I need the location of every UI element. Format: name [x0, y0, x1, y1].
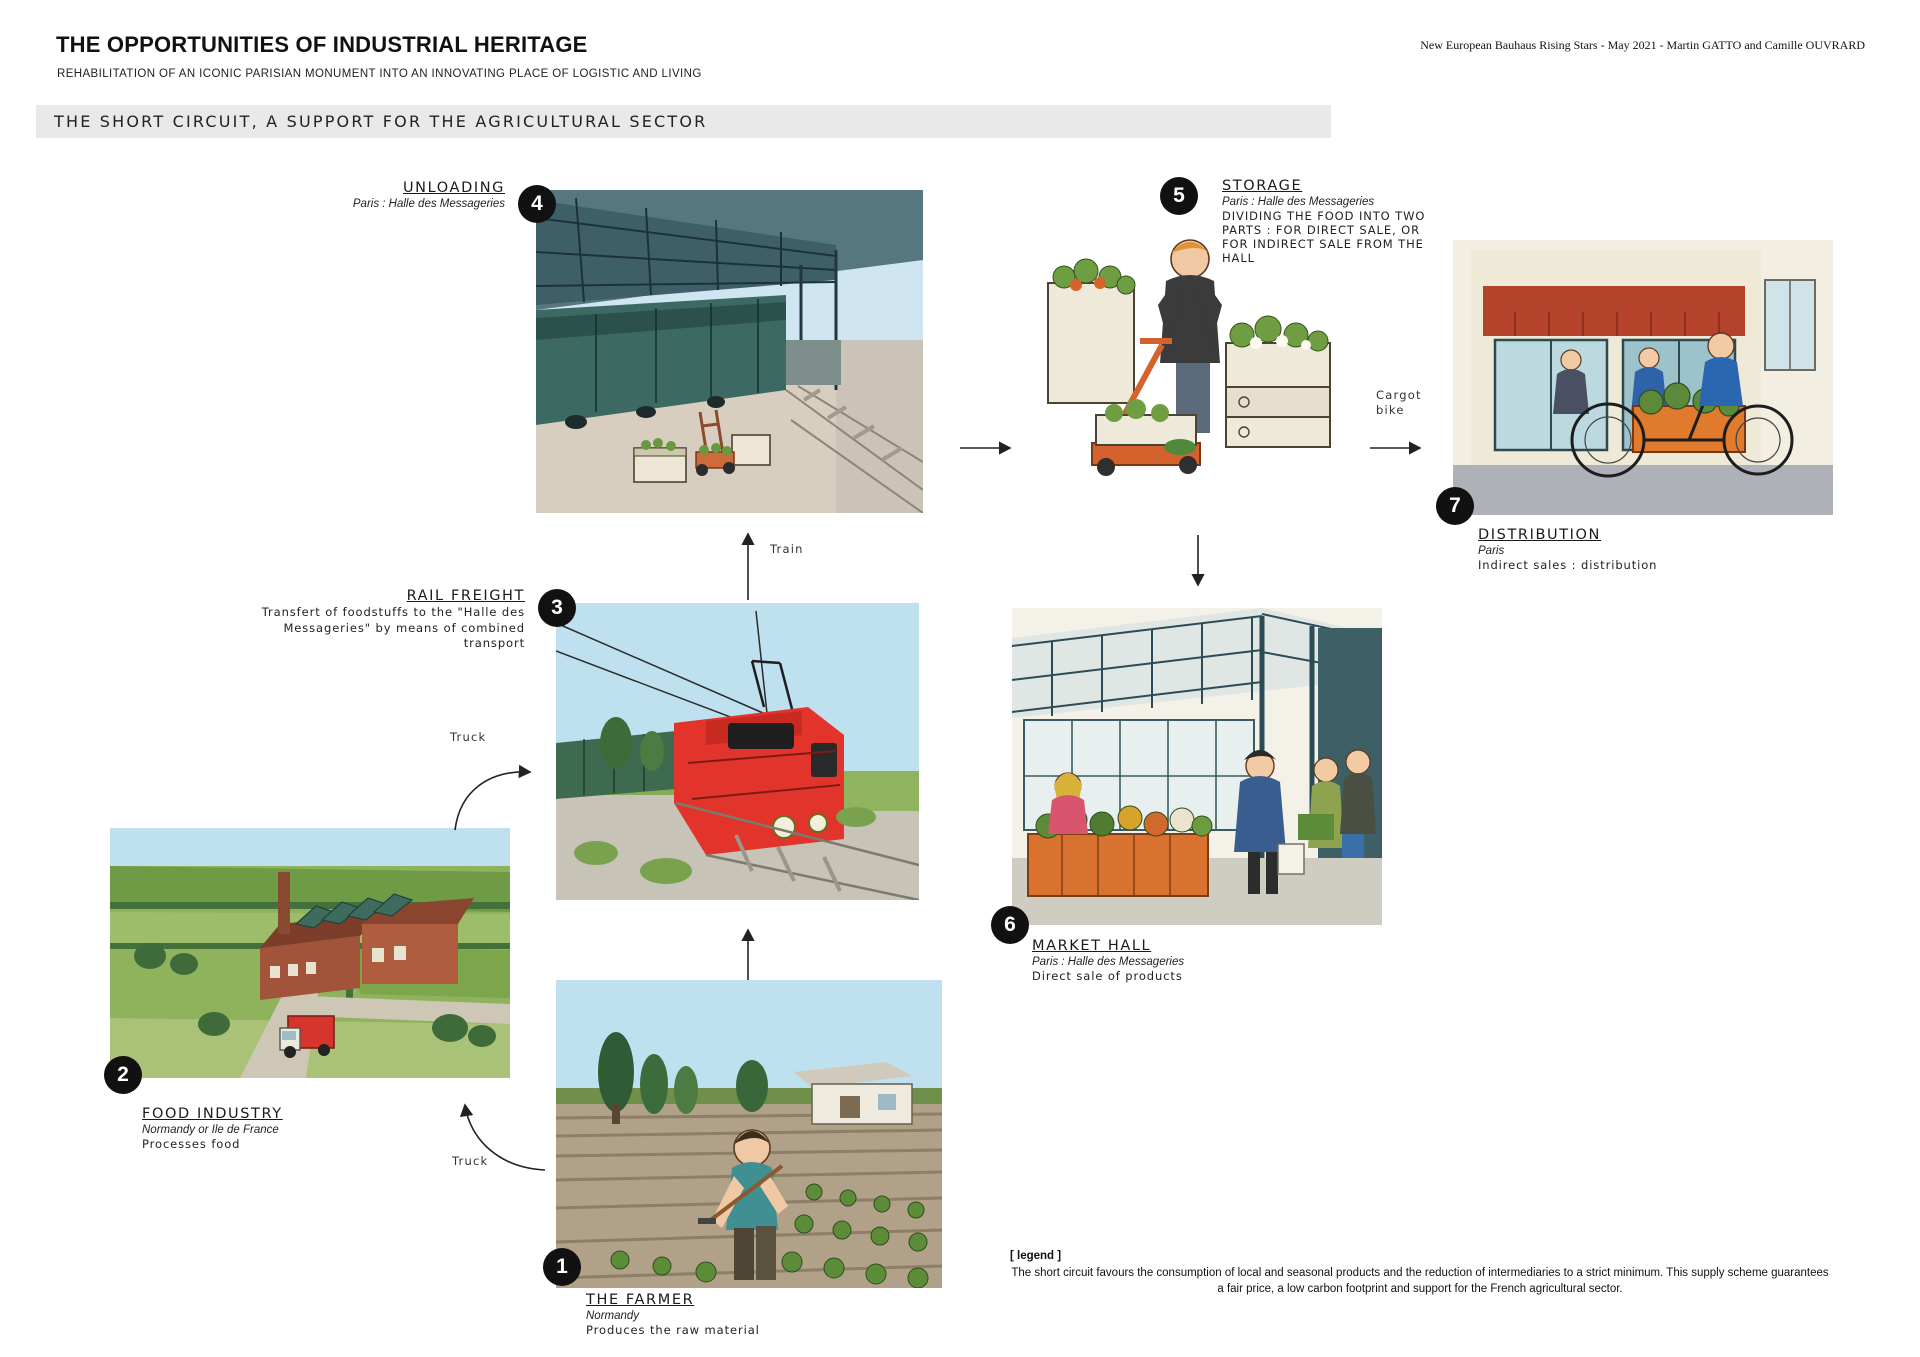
caption-place-market-hall: Paris : Halle des Messageries: [1032, 956, 1185, 968]
caption-place-distribution: Paris: [1478, 545, 1505, 557]
legend-text: The short circuit favours the consumption of local and seasonal products and the reduction of intermediaries to a strict minimum. This supply scheme guarantees a fair price, a low carbon footprint and support for the French agricultural sector.: [1011, 1266, 1829, 1296]
caption-unloading: [230, 180, 505, 210]
step-badge-4: 4: [518, 185, 556, 223]
caption-desc-storage: DIVIDING THE FOOD INTO TWO PARTS : FOR DIRECT SALE, OR FOR INDIRECT SALE FROM THE HALL: [1222, 209, 1426, 265]
page-subtitle: REHABILITATION OF AN ICONIC PARISIAN MONUMENT INTO AN INNOVATING PLACE OF LOGISTIC AND LIVING: [57, 68, 702, 80]
page-title: THE OPPORTUNITIES OF INDUSTRIAL HERITAGE: [56, 32, 588, 57]
step-badge-7: 7: [1436, 487, 1474, 525]
caption-market-hall: [1032, 938, 1302, 983]
caption-food-industry: [142, 1106, 412, 1151]
caption-title-rail-freight: RAIL FREIGHT: [406, 588, 525, 604]
caption-storage: [1222, 178, 1437, 265]
step-badge-5: 5: [1160, 177, 1198, 215]
caption-title-farmer: THE FARMER: [586, 1292, 695, 1308]
caption-place-storage: Paris : Halle des Messageries: [1222, 196, 1375, 208]
section-title: THE SHORT CIRCUIT, A SUPPORT FOR THE AGRICULTURAL SECTOR: [54, 112, 708, 131]
legend: [1010, 1248, 1830, 1298]
edge-label-cargot-bike: Cargot bike: [1376, 388, 1422, 417]
edge-label-truck-to-industry: Truck: [452, 1154, 489, 1168]
caption-desc-distribution: Indirect sales : distribution: [1478, 558, 1658, 572]
caption-rail-freight: [240, 588, 525, 652]
illustration-rail-freight: [556, 603, 919, 900]
illustration-food-industry: [110, 828, 510, 1078]
caption-desc-farmer: Produces the raw material: [586, 1323, 760, 1337]
illustration-unloading: [536, 190, 923, 513]
caption-title-unloading: UNLOADING: [402, 180, 505, 196]
caption-title-market-hall: MARKET HALL: [1032, 938, 1152, 954]
caption-place-farmer: Normandy: [586, 1310, 640, 1322]
step-badge-3: 3: [538, 589, 576, 627]
caption-title-food-industry: FOOD INDUSTRY: [142, 1106, 283, 1122]
edge-label-truck-to-rail: Truck: [450, 730, 487, 744]
caption-place-unloading: Paris : Halle des Messageries: [352, 198, 505, 210]
caption-desc-food-industry: Processes food: [142, 1137, 241, 1151]
caption-desc-rail-freight: Transfert of foodstuffs to the "Halle des Messageries" by means of combined transport: [261, 605, 525, 651]
step-badge-2: 2: [104, 1056, 142, 1094]
caption-title-storage: STORAGE: [1222, 178, 1303, 194]
illustration-market-hall: [1012, 608, 1382, 925]
credits-text: New European Bauhaus Rising Stars - May 2021 - Martin GATTO and Camille OUVRARD: [1420, 38, 1865, 52]
step-badge-1: 1: [543, 1248, 581, 1286]
edge-label-train: Train: [770, 542, 804, 556]
illustration-distribution: [1453, 240, 1833, 515]
caption-farmer: [586, 1292, 856, 1337]
caption-title-distribution: DISTRIBUTION: [1478, 527, 1602, 543]
legend-tag: [ legend ]: [1010, 1250, 1062, 1262]
caption-distribution: [1478, 527, 1738, 572]
caption-desc-market-hall: Direct sale of products: [1032, 969, 1183, 983]
step-badge-6: 6: [991, 906, 1029, 944]
illustration-farmer: [556, 980, 942, 1288]
caption-place-food-industry: Normandy or Ile de France: [142, 1124, 279, 1136]
